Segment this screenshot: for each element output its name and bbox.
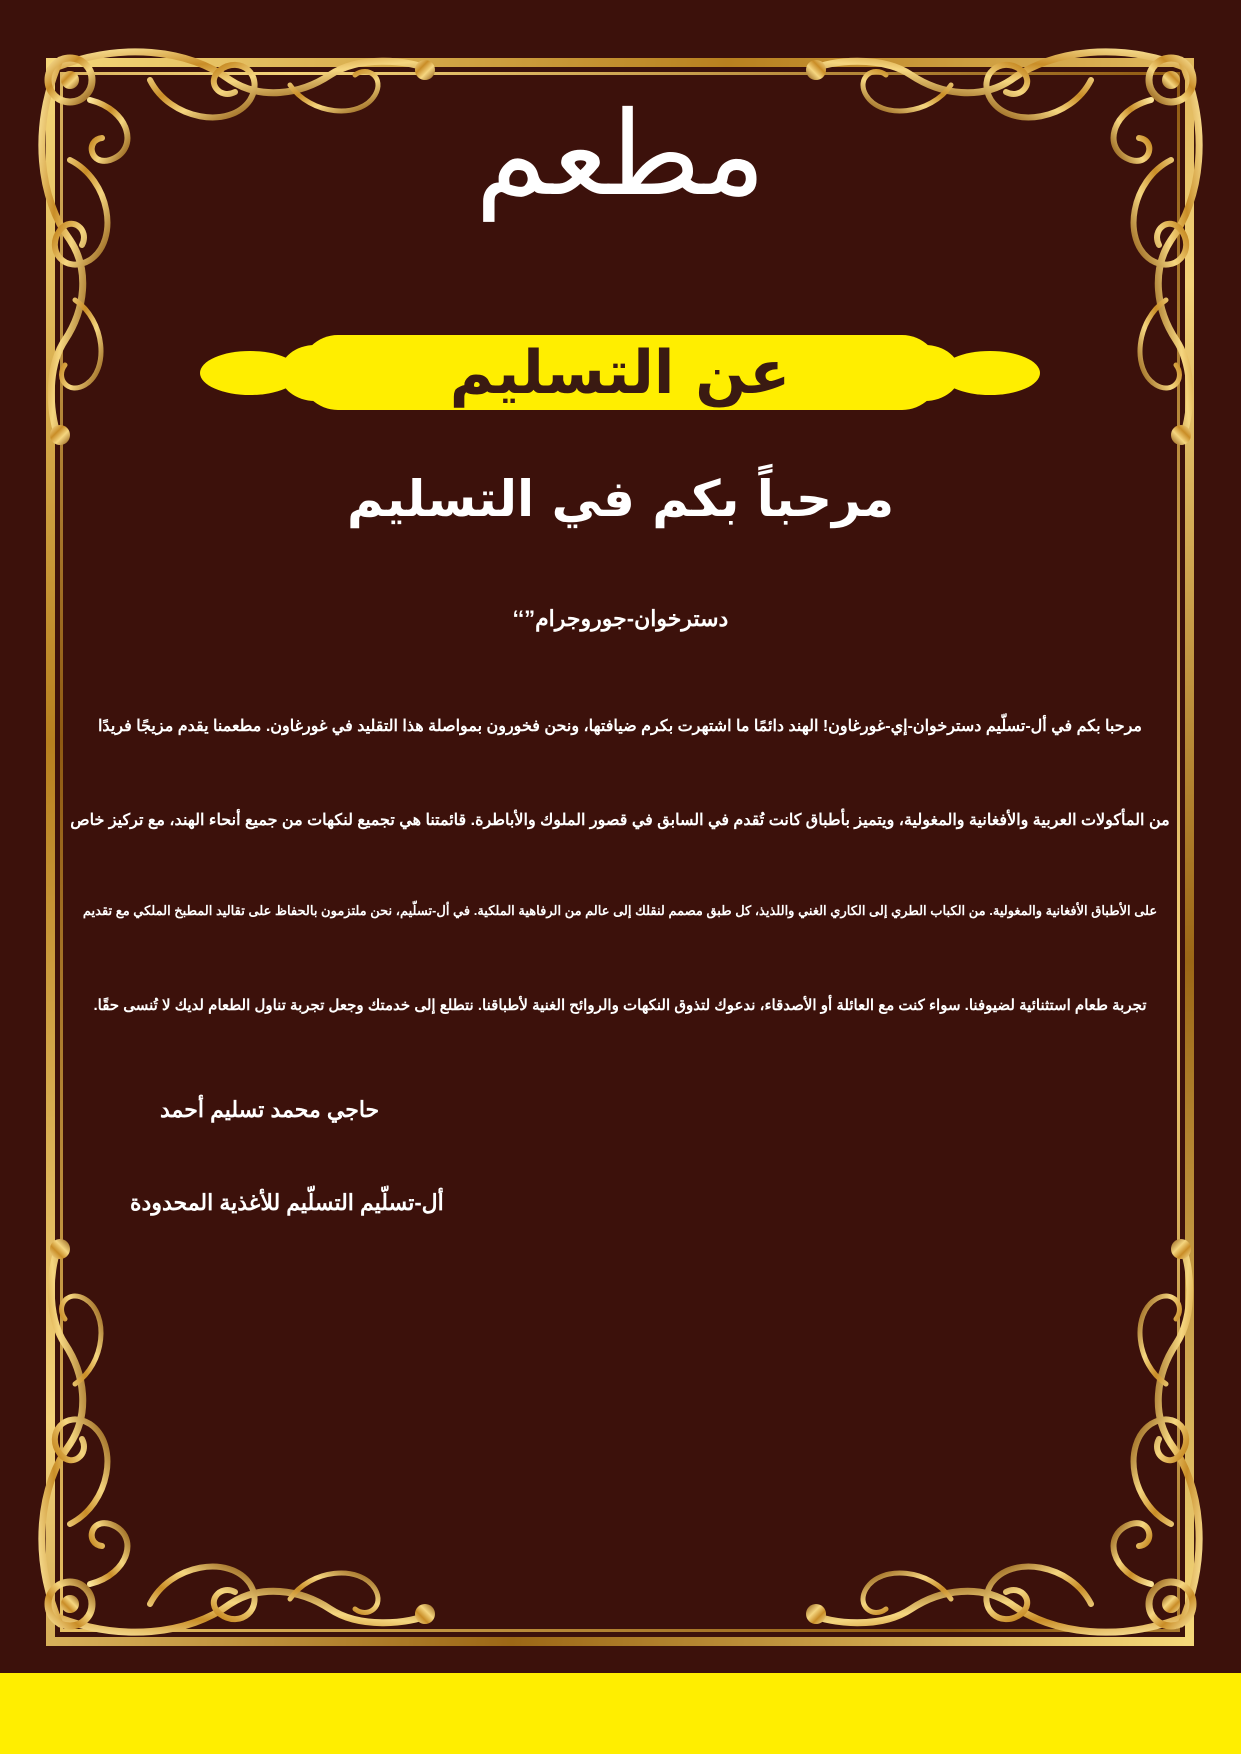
subtitle: دسترخوان-جوروجرام”‘‘ [512, 606, 729, 631]
welcome-heading: مرحباً بكم في التسليم [346, 470, 895, 528]
signature-name: حاجي محمد تسليم أحمد [160, 1097, 380, 1122]
paragraph-line: من المأكولات العربية والأفغانية والمغولية، ويتميز بأطباق كانت تُقدم في السابق في قصور الملوك والأباطرة. قائمتنا هي تجميع لنكهات من جميع أنحاء الهند، مع تركيز خاص [70, 812, 1170, 829]
footer-bar [0, 1673, 1241, 1754]
signature-company: أل-تسلّيم التسلّيم للأغذية المحدودة [130, 1190, 444, 1215]
paragraph-line: مرحبا بكم في أل-تسلّيم دسترخوان-إي-غورغاون! الهند دائمًا ما اشتهرت بكرم ضيافتها، ونحن فخورون بمواصلة هذا التقليد في غورغاون. مطعمنا يقدم مزيجًا فريدًا [97, 718, 1142, 735]
restaurant-title: مطعم [475, 87, 766, 222]
ornament-corner-bottom-right [791, 1224, 1211, 1644]
about-banner [200, 325, 1040, 420]
paragraph-line: على الأطباق الأفغانية والمغولية. من الكباب الطري إلى الكاري الغني واللذيذ، كل طبق مصمم لنقلك إلى عالم من الرفاهية الملكية. في أل-تسلّيم، نحن ملتزمون بالحفاظ على تقاليد المطبخ الملكي مع تقديم [82, 903, 1158, 918]
ornament-corner-bottom-left [30, 1224, 450, 1644]
about-banner-label: عن التسليم [449, 337, 791, 408]
paragraph-line: تجربة طعام استثنائية لضيوفنا. سواء كنت مع العائلة أو الأصدقاء، ندعوك لتذوق النكهات والروائح الغنية لأطباقنا. نتطلع إلى خدمتك وجعل تجربة تناول الطعام لديك لا تُنسى حقًا. [93, 997, 1147, 1014]
